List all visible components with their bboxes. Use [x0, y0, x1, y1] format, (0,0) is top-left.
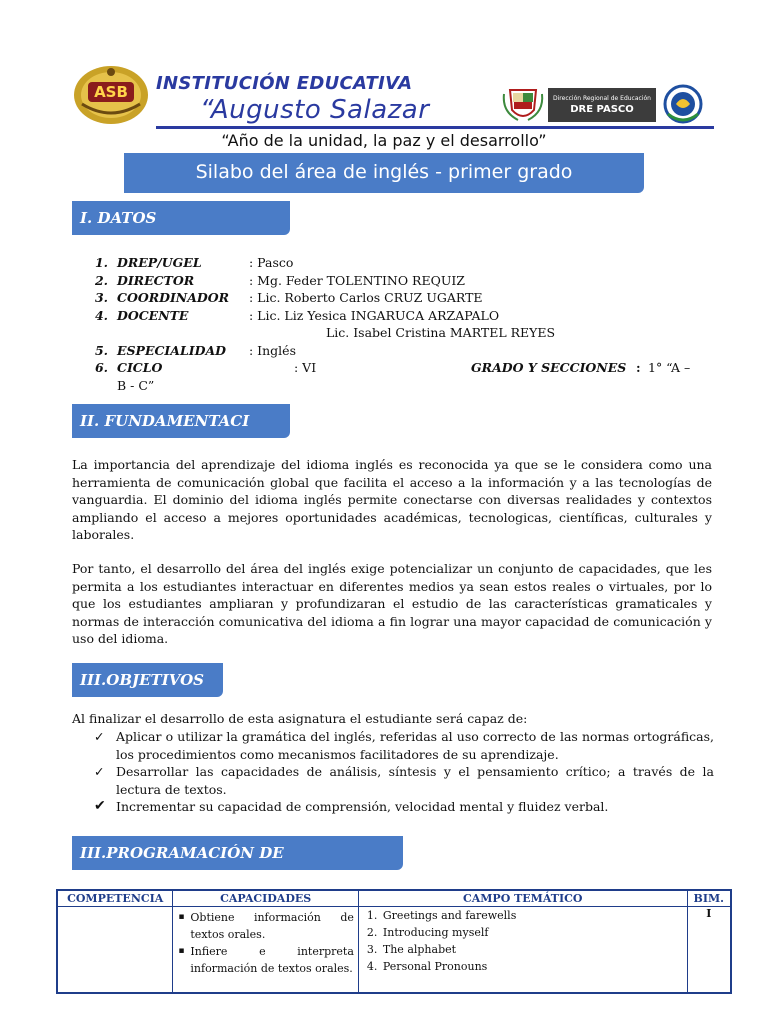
programacion-table [56, 889, 732, 994]
tema-number: 4. [366, 960, 378, 973]
tema-item [367, 958, 687, 975]
datos-item-value: Lic. Isabel Cristina MARTEL REYES [326, 325, 556, 340]
grado-colon: : [636, 360, 641, 375]
tema-text: Personal Pronouns [382, 960, 488, 973]
datos-item-value: : Pasco [249, 255, 294, 270]
objetivo-text: Desarrollar las capacidades de análisis, síntesis y el pensamiento crítico; a través de la lectura de textos. [116, 764, 714, 797]
tema-item [367, 907, 687, 924]
capacidades-cell [173, 907, 359, 993]
bimestre-cell: I [687, 907, 731, 993]
grado-value: 1° “A – [648, 360, 691, 375]
peru-coat-of-arms [500, 84, 546, 124]
table-row [57, 907, 731, 993]
tema-number: 3. [366, 943, 378, 956]
datos-item-value: : Inglés [249, 342, 296, 358]
datos-item-value: : Lic. Liz Yesica INGARUCA ARZAPALO [249, 307, 500, 323]
campo-tematico-cell [358, 907, 687, 993]
capacidad-item: ▪ Obtiene información de textos orales. [185, 909, 354, 943]
fundamentacion-paragraph-1: La importancia del aprendizaje del idioma inglés es reconocida ya que se le considera como una herramienta de comunicación global que facilita el acceso a la información y a las tecnologías de vanguardia. El dominio del idioma inglés permite conectarse con diversas realidades y contextos ampliando el acceso a mejores oportunidades académicas, tecnologicas, científicas, culturales y laborales. [72, 457, 712, 543]
section-programacion-heading: III.PROGRAMACIÓN DE [72, 836, 403, 870]
datos-item-value: : VI [294, 360, 317, 375]
datos-item-number: 1. [94, 255, 108, 270]
tema-text: Introducing myself [382, 926, 489, 939]
column-header-bimestre: BIM. [687, 890, 731, 907]
datos-item-key: COORDINADOR [117, 290, 230, 305]
tema-text: Greetings and farewells [382, 909, 517, 922]
tema-text: The alphabet [382, 943, 457, 956]
dre-subtitle: Dirección Regional de Educación [553, 95, 651, 102]
objetivo-item [94, 798, 714, 816]
school-logo [72, 64, 150, 126]
column-header-competencia: COMPETENCIA [57, 890, 173, 907]
grado-value-continued: B - C” [117, 377, 155, 393]
section-objetivos-heading: III.OBJETIVOS [72, 663, 223, 697]
header-divider [156, 126, 714, 129]
column-header-campo-tematico: CAMPO TEMÁTICO [358, 890, 687, 907]
datos-item-key: CICLO [117, 360, 163, 375]
competencia-cell [57, 907, 173, 993]
datos-list [0, 254, 768, 394]
objetivo-item [94, 763, 714, 798]
datos-item-key: DREP/UGEL [117, 255, 202, 270]
checkmark-icon: ✓ [94, 729, 105, 744]
dre-name: DRE PASCO [570, 104, 634, 115]
datos-item-number: 2. [94, 272, 108, 288]
grado-label: GRADO Y SECCIONES [471, 360, 627, 375]
ugel-emblem [662, 84, 704, 124]
table-header-row [57, 890, 731, 907]
year-motto: “Año de la unidad, la paz y el desarrollo” [221, 131, 547, 150]
tema-number: 2. [366, 926, 378, 939]
objetivos-intro: Al finalizar el desarrollo de esta asignatura el estudiante será capaz de: [72, 711, 528, 726]
datos-item-key: DOCENTE [117, 307, 189, 323]
section-datos-heading: I. DATOS [72, 201, 290, 235]
tema-item [367, 941, 687, 958]
fundamentacion-paragraph-2: Por tanto, el desarrollo del área del inglés exige potencializar un conjunto de capacidades, que les permita a los estudiantes interactuar en diferentes medios ya sean estos reales o virtuales, por lo que los estudiantes ampliaran y profundizaran el estudio de las características gramaticales y normas de interacción comunicativa del idioma a fin lograr una mayor capacidad de comunicación y uso del idioma. [72, 561, 712, 647]
checkmark-icon: ✓ [94, 764, 105, 779]
datos-item-number: 3. [94, 290, 108, 305]
objetivo-text: Incrementar su capacidad de comprensión, velocidad mental y fluidez verbal. [116, 799, 609, 814]
dre-pasco-badge [548, 88, 656, 122]
checkmark-icon: ✔ [94, 798, 106, 814]
objetivo-item [94, 728, 714, 763]
datos-item-number: 5. [94, 342, 108, 358]
syllabus-title: Silabo del área de inglés - primer grado [124, 153, 644, 193]
section-fundamentacion-heading: II. FUNDAMENTACI [72, 404, 290, 438]
datos-item-value: : Lic. Roberto Carlos CRUZ UGARTE [249, 290, 483, 305]
institution-line1: INSTITUCIÓN EDUCATIVA [156, 73, 413, 94]
objetivo-text: Aplicar o utilizar la gramática del inglés, referidas al uso correcto de las normas ortográficas, los procedimientos como mecanismos facilitadores de su aprendizaje. [116, 729, 714, 762]
column-header-capacidades: CAPACIDADES [173, 890, 359, 907]
institution-name: “Augusto Salazar [200, 95, 430, 125]
school-logo-text: ASB [94, 83, 128, 101]
tema-number: 1. [366, 909, 378, 922]
capacidad-item: ▪ Infiere e interpreta información de textos orales. [185, 943, 354, 977]
datos-item-value: : Mg. Feder TOLENTINO REQUIZ [249, 272, 465, 288]
datos-item-key: DIRECTOR [117, 272, 195, 288]
tema-item [367, 924, 687, 941]
datos-item-number: 4. [94, 307, 108, 323]
datos-item-key: ESPECIALIDAD [117, 342, 226, 358]
datos-item-number: 6. [94, 360, 108, 375]
